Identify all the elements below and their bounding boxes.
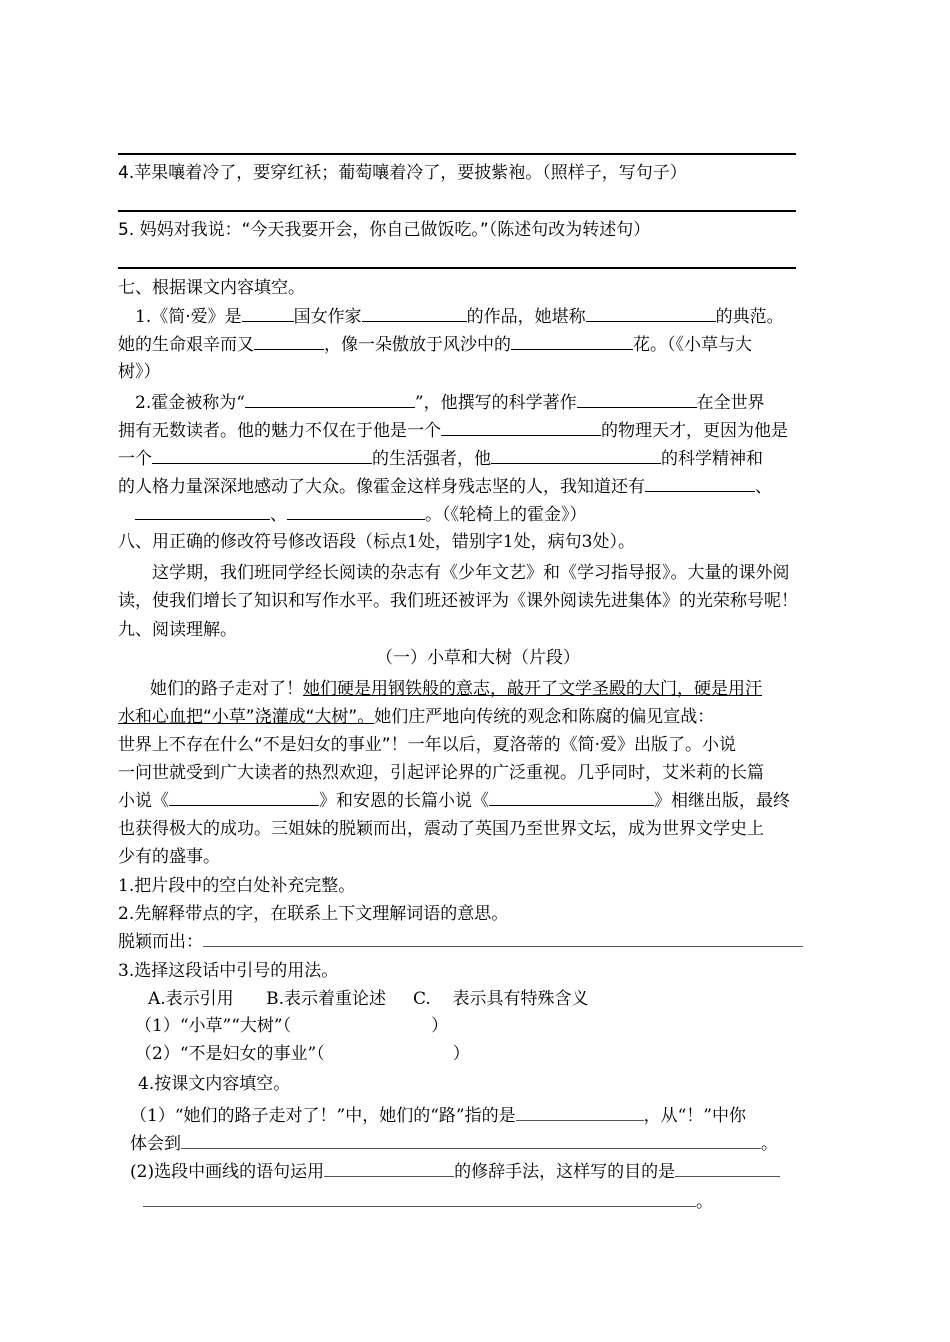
blank-field[interactable] [287,501,425,520]
blank-field[interactable] [511,331,633,350]
question-9-4: 4.按课文内容填空。 [138,1074,291,1094]
blank-field[interactable] [586,303,716,322]
s7-item2-line2: 拥有无数读者。他的魅力不仅在于他是一个 的物理天才，更因为他是 [118,417,838,444]
s7-item1-line3: 树》） [118,362,161,382]
s7-item1-line1: 1.《简·爱》是 国女作家 的作品，她堪称 的典范。 [135,303,838,330]
underlined-sentence: 她们硬是用钢铁般的意志，敲开了文学圣殿的大门，硬是用汗 [303,679,762,699]
question-9-2-answer: 脱颖而出： [118,928,838,955]
s7-item1-line2: 她的生命艰辛而又 ，像一朵傲放于风沙中的 花。（《小草与大 [118,331,838,358]
underlined-sentence: 水和心血把“小草”浇灌成“大树”。 [118,707,375,727]
blank-field[interactable] [135,501,270,520]
question-9-2: 2.先解释带点的字，在联系上下文理解词语的意思。 [118,904,509,924]
question-9-3-2: （2）“不是妇女的事业”（ ） [135,1044,470,1064]
section-8-title: 八、用正确的修改符号修改语段（标点1处，错别字1处，病句3处）。 [118,532,635,552]
s7-item2-line3: 一个 的生活强者，他 的科学精神和 [118,445,838,472]
passage-line-2: 水和心血把“小草”浇灌成“大树”。她们庄严地向传统的观念和陈腐的偏见宣战： [118,707,715,727]
question-9-1: 1.把片段中的空白处补充完整。 [118,876,356,896]
answer-field[interactable] [324,1158,454,1177]
question-9-3-options: A.表示引用 B.表示着重论述 C. 表示具有特殊含义 [148,989,589,1009]
blank-field[interactable] [169,787,319,806]
blank-field[interactable] [441,417,601,436]
s7-item2-line1: 2.霍金被称为“ ”，他撰写的科学著作 在全世界 [135,389,838,416]
passage-line-4: 一问世就受到广大读者的热烈欢迎，引起评论界的广泛重视。几乎同时，艾米莉的长篇 [118,763,764,783]
section-7-title: 七、根据课文内容填空。 [118,278,305,298]
answer-field[interactable] [143,1188,696,1207]
s8-paragraph-line1: 这学期，我们班同学经长阅读的杂志有《少年文艺》和《学习指导报》。大量的课外阅 [152,563,790,583]
blank-field[interactable] [245,389,415,408]
passage-line-1: 她们的路子走对了！她们硬是用钢铁般的意志，敲开了文学圣殿的大门，硬是用汗 [150,679,762,699]
question-9-3: 3.选择这段话中引号的用法。 [118,961,339,981]
s7-item2-line4: 的人格力量深深地感动了大众。像霍金这样身残志坚的人，我知道还有 、 [118,473,838,500]
blank-field[interactable] [489,787,654,806]
question-5: 5. 妈妈对我说：“今天我要开会，你自己做饭吃。”（陈述句改为转述句） [118,220,651,240]
blank-field[interactable] [645,473,755,492]
passage-line-5: 小说《 》和安恩的长篇小说《 》相继出版，最终 [118,787,838,815]
blank-field[interactable] [577,389,697,408]
question-9-4-2-line1: (2)选段中画线的语句运用 的修辞手法，这样写的目的是 [130,1158,838,1185]
passage-subtitle: （一）小草和大树（片段） [376,648,580,668]
section-9-title: 九、阅读理解。 [118,620,237,640]
question-4: 4.苹果嚷着冷了，要穿红袄；葡萄嚷着冷了，要披紫袍。（照样子，写句子） [118,163,687,183]
answer-line [118,153,796,155]
question-9-4-1-line2: 体会到 。 [130,1130,838,1157]
passage-line-6: 也获得极大的成功。三姐妹的脱颖而出，震动了英国乃至世界文坛，成为世界文学史上 [118,819,764,839]
answer-line [118,267,796,269]
answer-field[interactable] [516,1102,644,1121]
question-9-4-2-line2: 。 [143,1188,838,1215]
blank-field[interactable] [491,445,661,464]
question-9-4-1-line1: （1）“她们的路子走对了！”中，她们的“路”指的是 ，从“！”中你 [130,1102,838,1129]
question-9-3-1: （1）“小草”“大树”（ ） [135,1016,449,1036]
blank-field[interactable] [362,303,467,322]
passage-line-3: 世界上不存在什么“不是妇女的事业”！一年以后，夏洛蒂的《简·爱》出版了。小说 [118,735,737,755]
s8-paragraph-line2: 读，使我们增长了知识和写作水平。我们班还被评为《课外阅读先进集体》的光荣称号呢！ [118,591,798,611]
answer-field[interactable] [181,1130,761,1149]
blank-field[interactable] [152,445,372,464]
answer-field[interactable] [675,1158,780,1177]
answer-line [118,210,796,212]
s7-item2-line5: 、 。（《轮椅上的霍金》） [135,501,838,528]
blank-field[interactable] [242,303,294,322]
passage-line-7: 少有的盛事。 [118,847,220,867]
answer-field[interactable] [203,928,803,947]
blank-field[interactable] [254,331,324,350]
